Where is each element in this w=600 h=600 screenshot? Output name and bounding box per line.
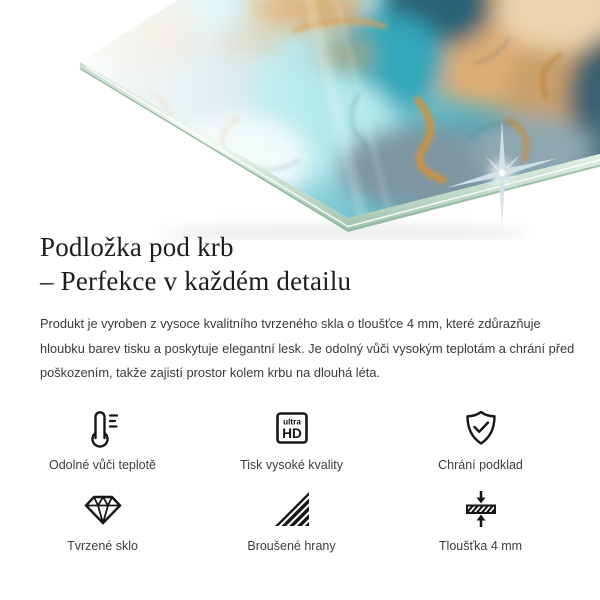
feature-thickness [386,485,575,554]
feature-label: Tvrzené sklo [67,539,138,553]
feature-print-quality [197,404,386,473]
svg-text:ultra: ultra [282,417,301,427]
feature-protects-floor [386,404,575,473]
svg-text:HD: HD [281,426,302,441]
feature-label: Tloušťka 4 mm [438,539,523,553]
product-photo [0,0,600,240]
glass-surface [0,0,600,240]
beveled-edges-icon [272,489,312,529]
feature-label: Odolné vůči teplotě [48,458,156,472]
diamond-icon [83,489,123,529]
ultra-hd-icon [272,408,312,448]
feature-label: Chrání podklad [438,458,523,472]
feature-label: Tisk vysoké kvality [239,458,344,472]
features-grid [8,404,575,554]
feature-heat-resistant [8,404,197,473]
feature-polished-edges [197,485,386,554]
feature-label: Broušené hrany [247,539,336,553]
page-title-line2: – Perfekce v každém detailu [40,266,352,296]
shield-check-icon [461,408,501,448]
thermometer-icon [83,408,123,448]
glass-panel-image [0,0,600,240]
page-title [40,230,351,298]
product-description: Produkt je vyroben z vysoce kvalitního tvrzeného skla o tloušťce 4 mm, které zdůrazňuje hloubku barev tisku a poskytuje elegantní lesk. Je odolný vůči vysokým teplotám a chrání před poškozením, takže zajistí prostor kolem krbu na dlouhá léta. [40,316,575,380]
feature-tempered-glass [8,485,197,554]
thickness-icon [461,489,501,529]
page-title-line1: Podložka pod krb [40,232,234,262]
